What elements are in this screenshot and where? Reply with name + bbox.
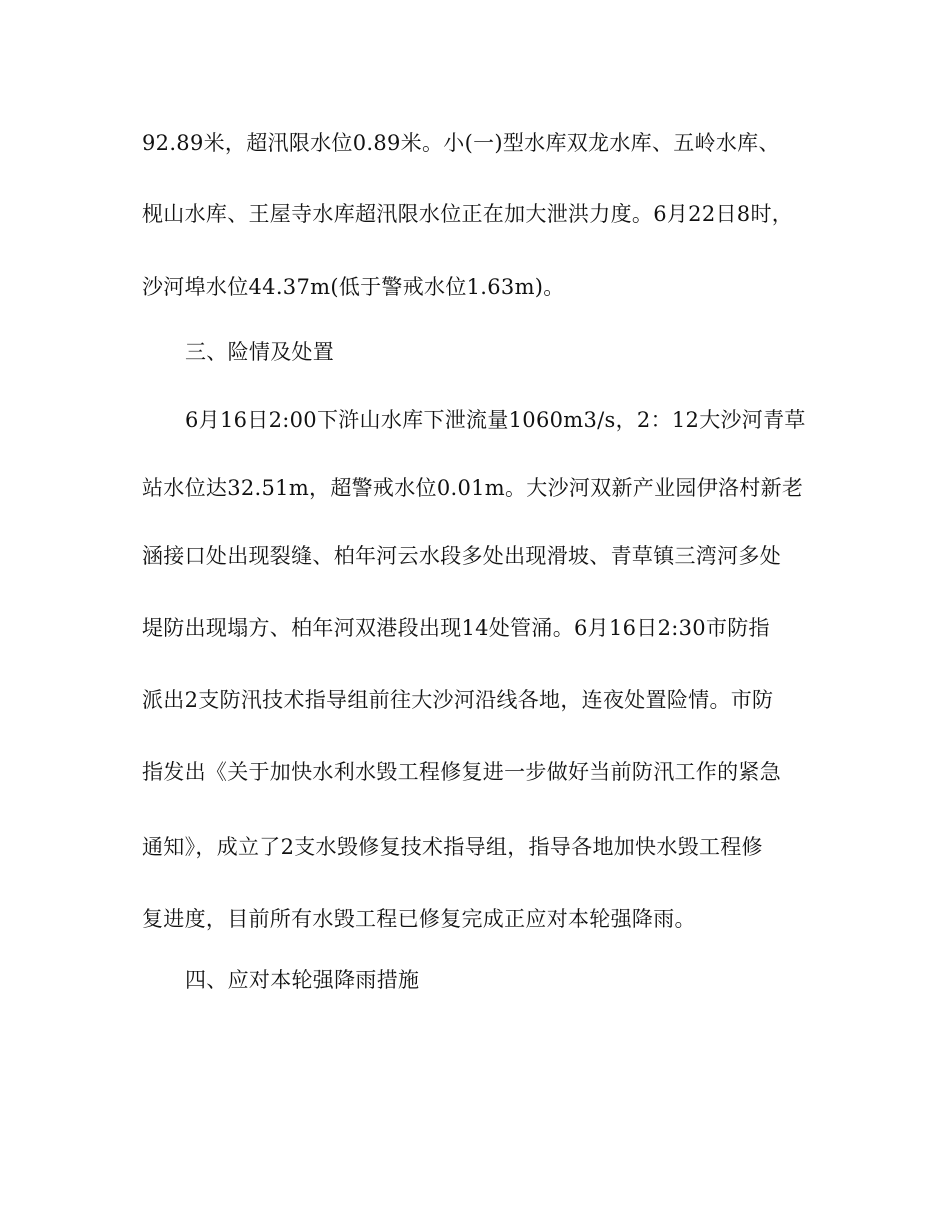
paragraph-line: 沙河埠水位44.37m(低于警戒水位1.63m)。: [142, 275, 565, 299]
paragraph-line: 92.89米，超汛限水位0.89米。小(一)型水库双龙水库、五岭水库、: [142, 131, 780, 155]
section-heading: 四、应对本轮强降雨措施: [185, 968, 420, 992]
paragraph-line: 指发出《关于加快水利水毁工程修复进一步做好当前防汛工作的紧急: [142, 760, 781, 784]
paragraph-line: 枧山水库、王屋寺水库超汛限水位正在加大泄洪力度。6月22日8时，: [142, 202, 794, 226]
paragraph-line: 复进度，目前所有水毁工程已修复完成正应对本轮强降雨。: [142, 907, 696, 931]
paragraph-line: 6月16日2:00下浒山水库下泄流量1060m3/s，2：12大沙河青草: [185, 408, 806, 432]
paragraph-line: 站水位达32.51m，超警戒水位0.01m。大沙河双新产业园伊洛村新老: [142, 476, 804, 500]
paragraph-line: 派出2支防汛技术指导组前往大沙河沿线各地，连夜处置险情。市防: [142, 688, 774, 712]
section-heading: 三、险情及处置: [185, 340, 335, 364]
paragraph-line: 通知》，成立了2支水毁修复技术指导组，指导各地加快水毁工程修: [142, 835, 763, 859]
paragraph-line: 涵接口处出现裂缝、柏年河云水段多处出现滑坡、青草镇三湾河多处: [142, 544, 781, 568]
paragraph-line: 堤防出现塌方、柏年河双港段出现14处管涌。6月16日2:30市防指: [142, 616, 770, 640]
